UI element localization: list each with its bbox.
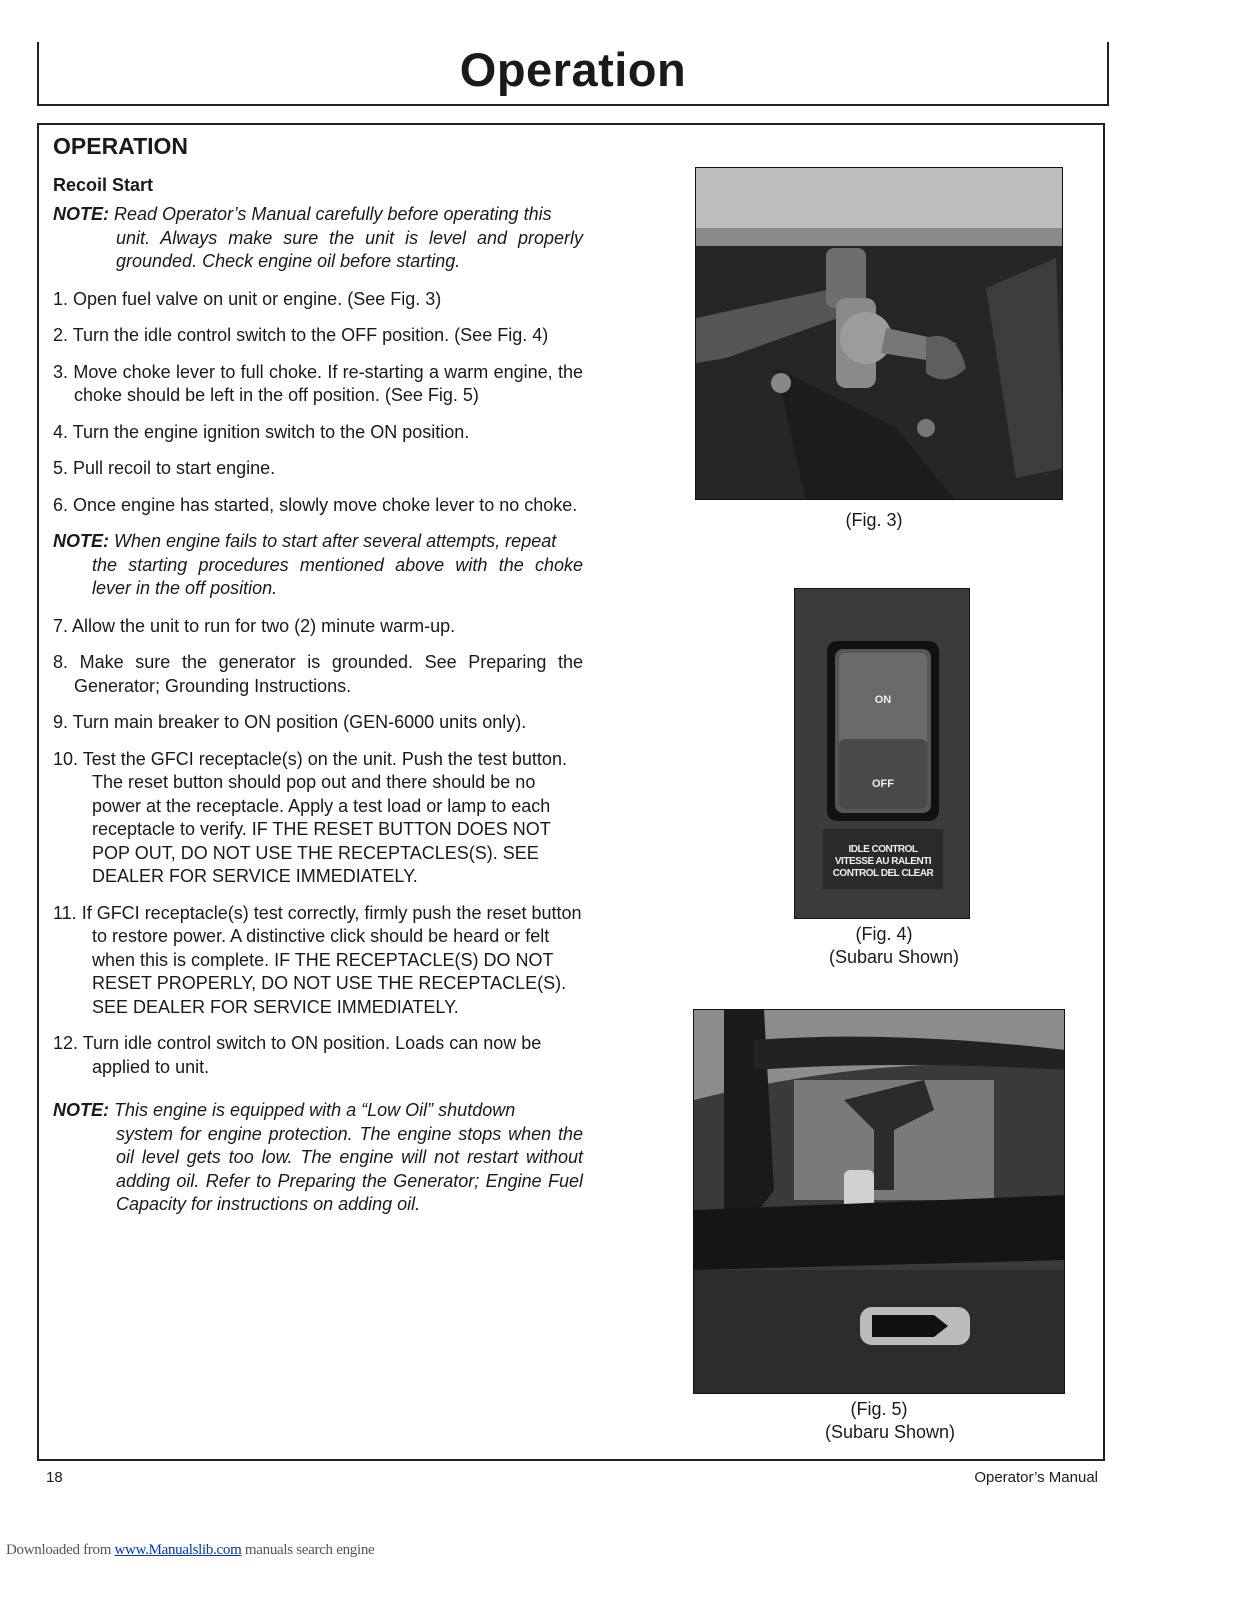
subsection-title: Recoil Start <box>53 175 154 195</box>
step-5: 5. Pull recoil to start engine. <box>53 458 276 478</box>
note-text-rest: unit. Always make sure the unit is level and properly grounded. Check engine oil before starting. <box>116 227 583 271</box>
download-suffix: manuals search engine <box>241 1542 375 1558</box>
step-11: 11. If GFCI receptacle(s) test correctly, firmly push the reset button to restore power. A distinctive click should be heard or felt when this is complete. IF THE RECEPTACLE(S) DO NOT RESET PROPERLY, DO NOT USE THE RECEPTACLE(S). SEE DEALER FOR SERVICE IMMEDIATELY. <box>53 902 582 1017</box>
note-label: NOTE: <box>53 204 109 224</box>
note-text-rest: the starting procedures mentioned above with the choke lever in the off position. <box>92 554 583 598</box>
content-box <box>37 123 1105 1461</box>
manualslib-link[interactable]: www.Manualslib.com <box>114 1542 242 1558</box>
note-label: NOTE: <box>53 531 109 551</box>
instructions-column <box>53 203 583 1231</box>
download-prefix: Downloaded from <box>6 1542 115 1558</box>
step-7: 7. Allow the unit to run for two (2) minute warm-up. <box>53 615 456 636</box>
switch-off-label: OFF <box>872 778 894 790</box>
fig5-photo <box>693 1009 1065 1394</box>
note-read-manual <box>53 203 583 274</box>
step-9: 9. Turn main breaker to ON position (GEN-6000 units only). <box>53 712 527 732</box>
switch-panel-label-1: IDLE CONTROL <box>848 844 918 855</box>
page-number: 18 <box>46 1469 63 1486</box>
step-10: 10. Test the GFCI receptacle(s) on the unit. Push the test button. The reset button should pop out and there should be no power at the receptacle. Apply a test load or lamp to each receptacle to verify. IF THE RESET BUTTON DOES NOT POP OUT, DO NOT USE THE RECEPTACLES(S). SEE DEALER FOR SERVICE IMMEDIATELY. <box>53 748 567 886</box>
note-fails-to-start <box>53 530 583 601</box>
note-text-rest: system for engine protection. The engine stops when the oil level gets too low. The engine will not restart without adding oil. Refer to Preparing the Generator; Engine Fuel Capacity for instructions on adding oil. <box>116 1123 583 1214</box>
fig3-photo <box>695 167 1063 500</box>
header-box <box>37 42 1109 106</box>
note-low-oil <box>53 1099 583 1217</box>
step-8: 8. Make sure the generator is grounded. See Preparing the Generator; Grounding Instructions. <box>53 652 583 696</box>
step-2: 2. Turn the idle control switch to the OFF position. (See Fig. 4) <box>53 325 549 345</box>
fig3-caption: (Fig. 3) <box>845 510 903 530</box>
step-3: 3. Move choke lever to full choke. If re-starting a warm engine, the choke should be left in the off position. (See Fig. 5) <box>53 361 583 405</box>
choke-lever-photo <box>694 1010 1065 1394</box>
note-text: When engine fails to start after several attempts, repeat <box>109 531 557 551</box>
fig4-photo <box>794 588 970 919</box>
switch-panel-label-2: VITESSE AU RALENTI <box>834 856 932 867</box>
step-12: 12. Turn idle control switch to ON position. Loads can now be applied to unit. <box>53 1033 542 1077</box>
note-label: NOTE: <box>53 1100 109 1120</box>
section-title: OPERATION <box>53 133 189 159</box>
step-1: 1. Open fuel valve on unit or engine. (See Fig. 3) <box>53 288 442 309</box>
fig5-caption: (Fig. 5) <box>850 1399 908 1419</box>
switch-panel-label-3: CONTROL DEL CLEAR <box>832 868 934 879</box>
step-6: 6. Once engine has started, slowly move choke lever to no choke. <box>53 494 578 515</box>
manual-title: Operator’s Manual <box>974 1469 1098 1486</box>
step-4: 4. Turn the engine ignition switch to the ON position. <box>53 421 470 442</box>
fuel-valve-photo <box>696 168 1063 500</box>
switch-on-label: ON <box>874 694 892 706</box>
fig4-caption-subaru: (Subaru Shown) <box>828 947 960 967</box>
fig4-caption: (Fig. 4) <box>855 924 913 944</box>
fig5-caption-subaru: (Subaru Shown) <box>824 1422 956 1442</box>
download-banner <box>6 1542 374 1559</box>
note-text: Read Operator’s Manual carefully before operating this <box>109 204 552 224</box>
page-title: Operation <box>459 43 687 96</box>
note-text: This engine is equipped with a “Low Oil” shutdown <box>109 1100 516 1120</box>
